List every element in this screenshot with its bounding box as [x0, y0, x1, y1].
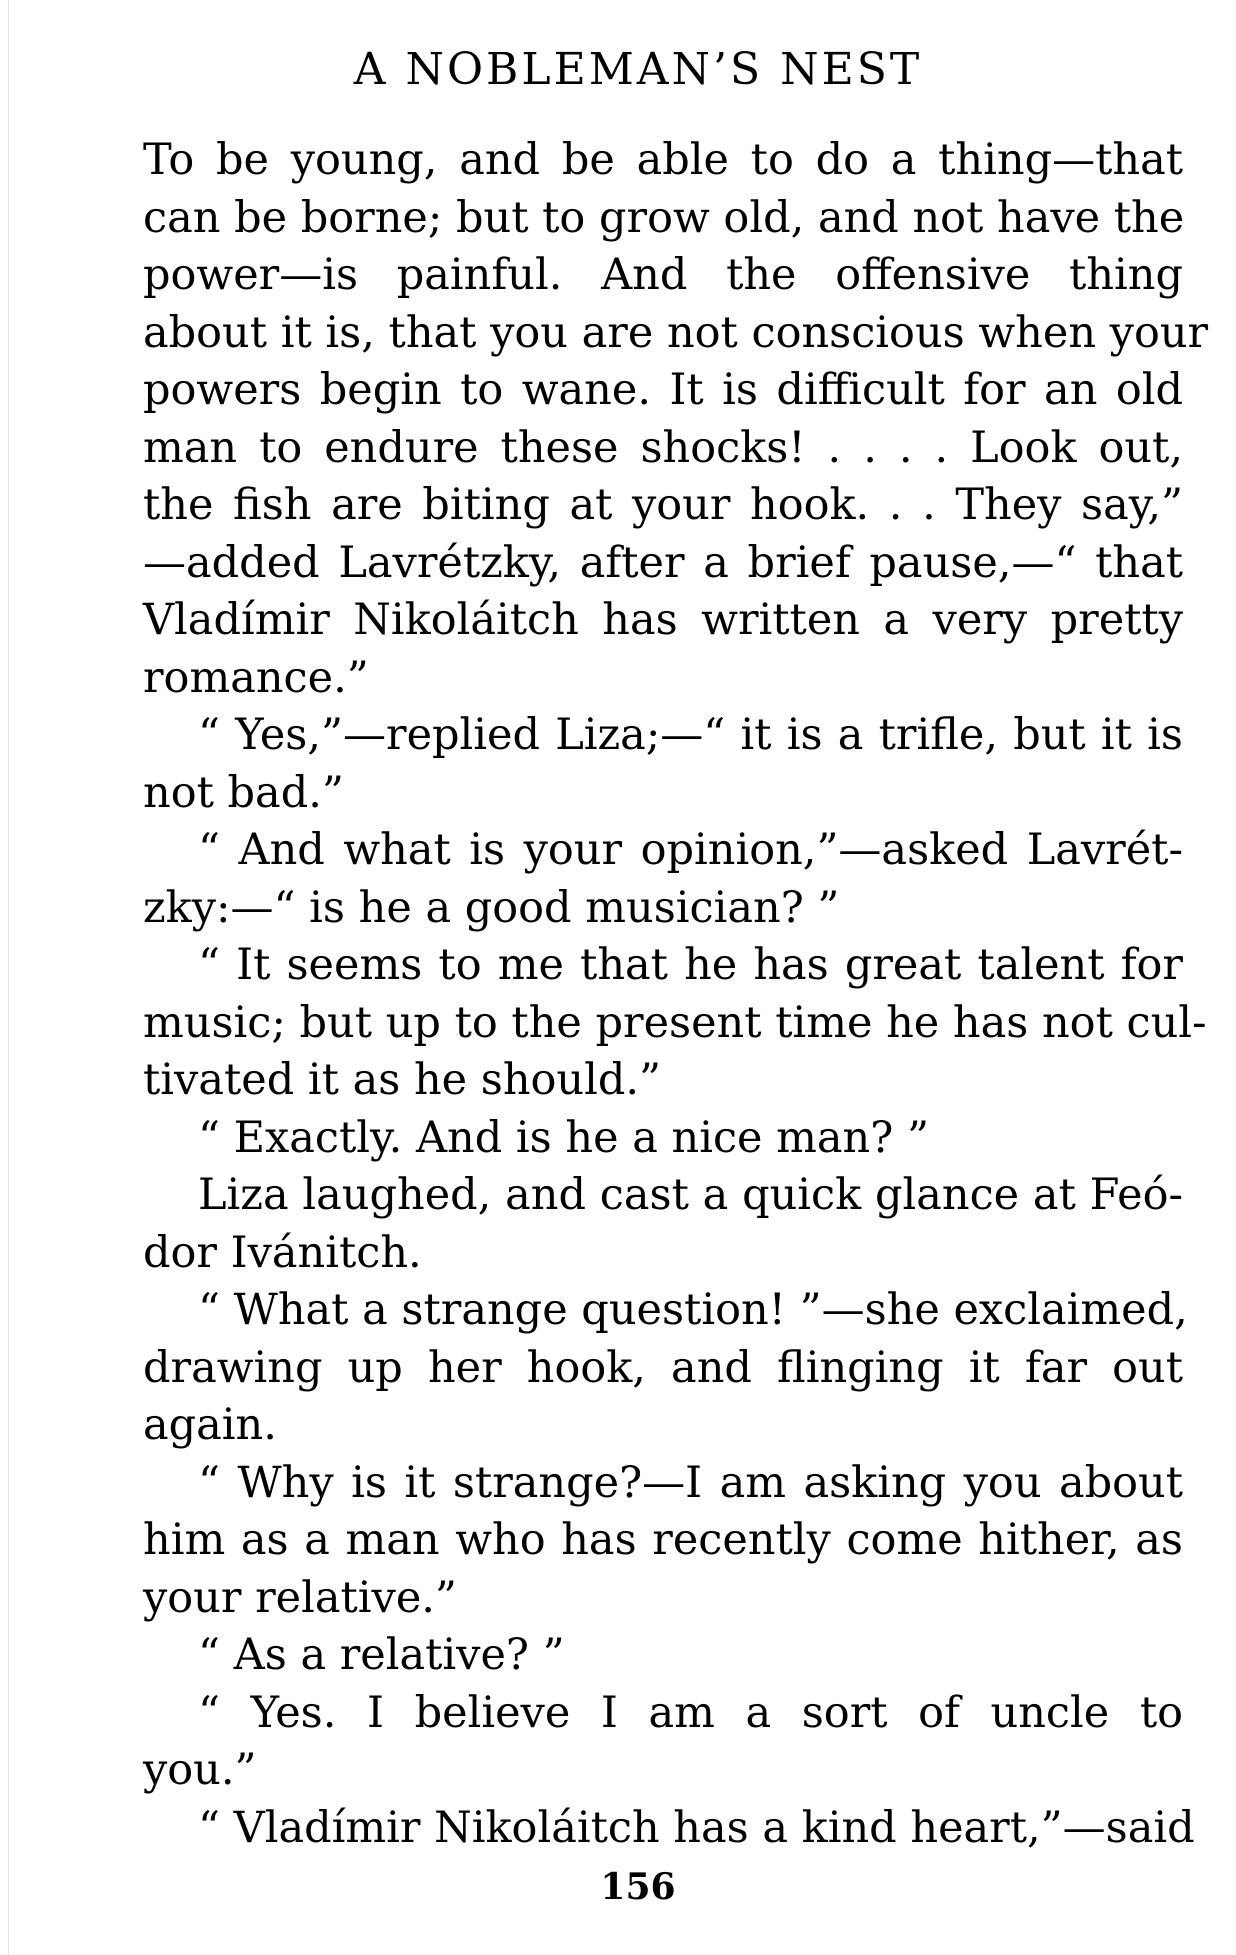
- text-line: “ Why is it strange?—I am asking you about: [198, 1457, 1183, 1508]
- text-line: power—is painful. And the offensive thing: [143, 250, 1183, 300]
- text-line: To be young, and be able to do a thing—that: [143, 135, 1183, 185]
- text-line: Vladímir Nikoláitch has written a very pretty: [143, 595, 1183, 645]
- body-text: [143, 132, 1209, 1857]
- text-line: “ And what is your opinion,”—asked Lavrét-: [198, 825, 1183, 875]
- text-line: —added Lavrétzky, after a brief pause,—“ that: [143, 537, 1183, 588]
- running-head: A NOBLEMAN’S NEST: [353, 44, 923, 95]
- text-line: music; but up to the present time he has not cul-: [143, 997, 1207, 1048]
- text-line: “ Yes,”—replied Liza;—“ it is a trifle, but it is: [198, 710, 1183, 760]
- text-line: “ Yes. I believe I am a sort of uncle to: [198, 1687, 1183, 1738]
- text-line: again.: [143, 1400, 277, 1450]
- text-line: about it is, that you are not conscious when your: [143, 307, 1209, 358]
- text-line: dor Ivánitch.: [143, 1227, 422, 1278]
- page-number: 156: [600, 1866, 676, 1908]
- text-line: powers begin to wane. It is difficult for an old: [143, 365, 1183, 415]
- text-line: your relative.”: [143, 1572, 457, 1623]
- text-line: you.”: [143, 1745, 257, 1795]
- text-line: tivated it as he should.”: [143, 1055, 662, 1105]
- text-line: can be borne; but to grow old, and not have the: [143, 192, 1185, 243]
- text-line: “ Exactly. And is he a nice man? ”: [198, 1112, 929, 1163]
- text-line: Liza laughed, and cast a quick glance at Feó-: [198, 1170, 1183, 1220]
- text-line: man to endure these shocks! . . . . Look out,: [143, 422, 1183, 473]
- text-line: zky:—“ is he a good musician? ”: [143, 882, 840, 933]
- text-line: not bad.”: [143, 767, 344, 818]
- text-line: “ It seems to me that he has great talent for: [198, 940, 1183, 990]
- text-line: him as a man who has recently come hither, as: [143, 1515, 1183, 1565]
- text-line: drawing up her hook, and flinging it far out: [143, 1342, 1183, 1393]
- text-line: “ As a relative? ”: [198, 1630, 565, 1680]
- text-line: “ What a strange question! ”—she exclaimed,: [198, 1285, 1188, 1335]
- text-line: romance.”: [143, 652, 369, 703]
- text-line: “ Vladímir Nikoláitch has a kind heart,”—said: [198, 1802, 1195, 1853]
- page-edge-shadow: [8, 0, 9, 1955]
- text-line: the fish are biting at your hook. . . They say,”: [143, 480, 1183, 530]
